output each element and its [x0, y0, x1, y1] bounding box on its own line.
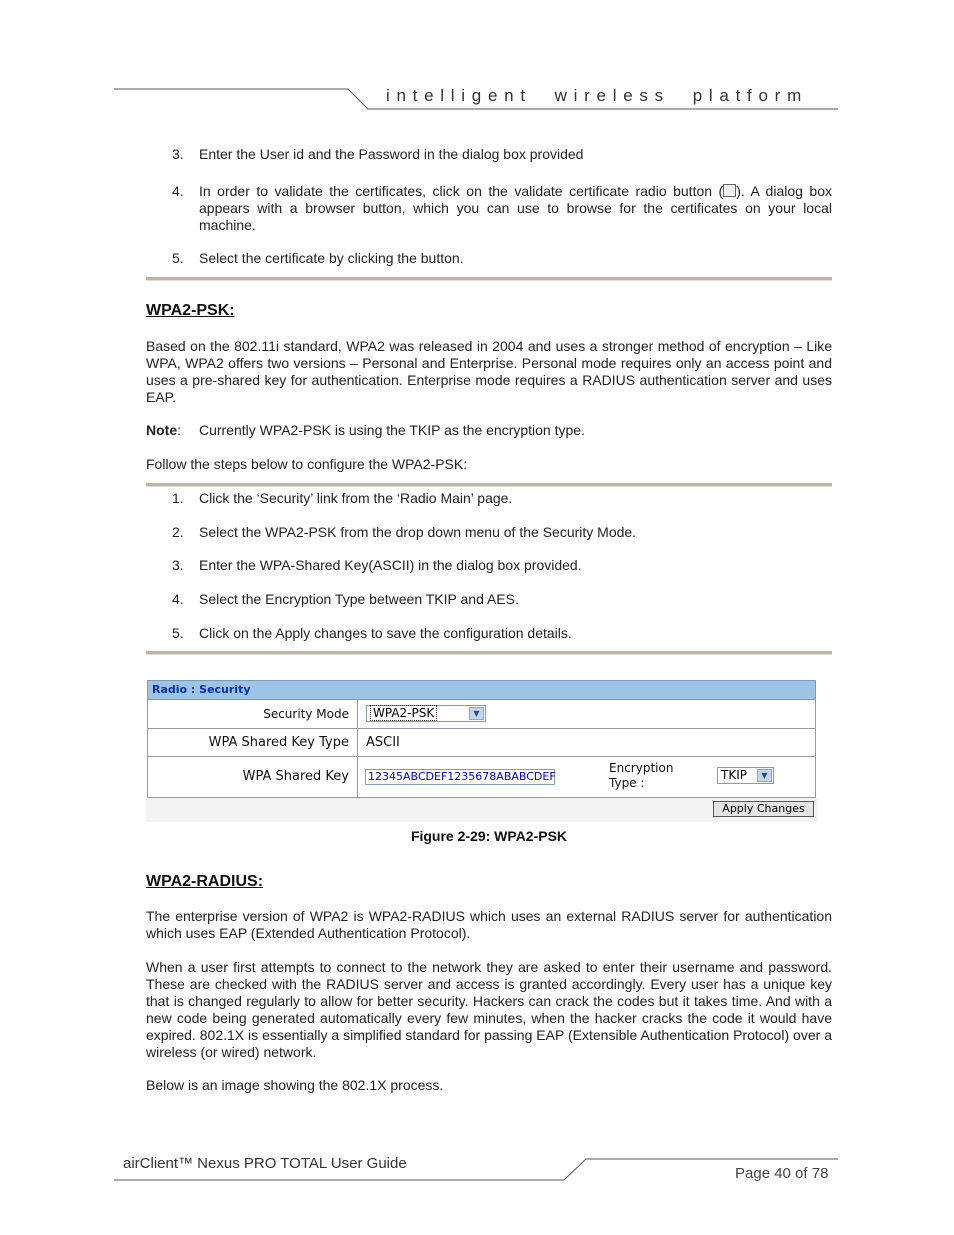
section-heading — [146, 873, 263, 891]
step-text: Click on the Apply changes to save the configuration details. — [199, 625, 572, 641]
security-mode-label: Security Mode — [148, 700, 358, 728]
encryption-type-label — [609, 761, 673, 791]
step-text: Enter the WPA-Shared Key(ASCII) in the dialog box provided. — [199, 557, 582, 573]
step-number: 2. — [172, 524, 184, 540]
step-text: Select the WPA2-PSK from the drop down menu of the Security Mode. — [199, 524, 637, 540]
radio-button-icon — [723, 184, 736, 197]
paragraph: Based on the 802.11i standard, WPA2 was released in 2004 and uses a stronger method of encryption – Like WPA, WPA2 offers two versions – Personal and Enterprise. Personal mode requires only an access point and uses a pre-shared key for authentication. Enterprise mode requires a RADIUS authentication server and uses EAP. — [146, 338, 832, 405]
list-text: Enter the User id and the Password in the dialog box provided — [199, 146, 584, 162]
chevron-down-icon[interactable]: ▼ — [469, 707, 484, 720]
key-type-label: WPA Shared Key Type — [148, 729, 358, 756]
divider — [146, 277, 832, 281]
shared-key-label: WPA Shared Key — [148, 757, 358, 797]
encryption-label-line: Encryption — [609, 761, 674, 775]
security-mode-select[interactable] — [366, 705, 486, 722]
note-colon: : — [177, 422, 182, 438]
security-settings-figure — [146, 679, 818, 822]
security-mode-row — [147, 700, 816, 729]
step-number: 3. — [172, 557, 184, 573]
list-text: Select the certificate by clicking the button. — [199, 250, 464, 266]
encryption-type-value: TKIP — [721, 768, 747, 782]
step-number: 4. — [172, 591, 184, 607]
paragraph: When a user first attempts to connect to the network they are asked to enter their username and password. These are checked with the RADIUS server and access is granted accordingly. Every user has a unique key that is changed regularly to allow for better security. Hackers can crack the codes but it takes time. And with a new code being generated automatically every few minutes, when the hacker cracks the code it would have expired. 802.1X is essentially a simplified standard for passing EAP (Extensible Authentication Protocol) over a wireless (or wired) network. — [146, 959, 832, 1060]
footer-page-number: Page 40 of 78 — [735, 1165, 829, 1182]
step-text: Click the ‘Security’ link from the ‘Radio Main’ page. — [199, 490, 513, 506]
paragraph: Below is an image showing the 802.1X process. — [146, 1077, 444, 1093]
divider — [146, 651, 832, 655]
note-text: Currently WPA2-PSK is using the TKIP as the encryption type. — [199, 422, 585, 438]
section-heading: WPA2-PSK: — [146, 302, 235, 319]
footer-guide-title: airClient™ Nexus PRO TOTAL User Guide — [123, 1155, 407, 1172]
encryption-type-select[interactable] — [717, 767, 774, 784]
header-tagline: i n t e l l i g e n t w i r e l e s s p l a t f o r m — [386, 86, 803, 105]
encryption-label-line: Type : — [609, 776, 645, 790]
list-text — [199, 183, 832, 234]
apply-changes-button[interactable]: Apply Changes — [713, 801, 814, 817]
step-text: Select the Encryption Type between TKIP and AES. — [199, 591, 519, 607]
figure-title: Radio : Security — [147, 680, 816, 700]
divider — [146, 483, 832, 487]
key-type-value: ASCII — [366, 735, 400, 750]
shared-key-row — [147, 757, 816, 798]
security-mode-value: WPA2-PSK — [370, 705, 437, 721]
shared-key-input[interactable]: 12345ABCDEF1235678ABABCDEF — [365, 769, 555, 785]
section-heading-text: WPA2-RADIUS — [146, 873, 258, 890]
figure-footer — [146, 798, 818, 822]
list-number: 4. — [172, 183, 184, 199]
chevron-down-icon[interactable]: ▼ — [757, 769, 772, 782]
key-type-row — [147, 729, 816, 757]
list-text-part: In order to validate the certificates, click on the validate certificate radio button ( — [199, 183, 724, 199]
list-number: 5. — [172, 250, 184, 266]
section-heading-suffix: : — [257, 873, 264, 890]
paragraph: The enterprise version of WPA2 is WPA2-RADIUS which uses an external RADIUS server for authentication which uses EAP (Extended Authentication Protocol). — [146, 908, 832, 941]
note-label: Note — [146, 422, 178, 438]
steps-intro: Follow the steps below to configure the WPA2-PSK: — [146, 456, 468, 472]
list-number: 3. — [172, 146, 184, 162]
list-text-part: ). A dialog box appears with a browser button, which you can use to browse for the certificates on your local machine. — [199, 183, 832, 233]
figure-caption: Figure 2-29: WPA2-PSK — [410, 828, 568, 844]
step-number: 1. — [172, 490, 184, 506]
step-number: 5. — [172, 625, 184, 641]
note — [146, 422, 832, 439]
